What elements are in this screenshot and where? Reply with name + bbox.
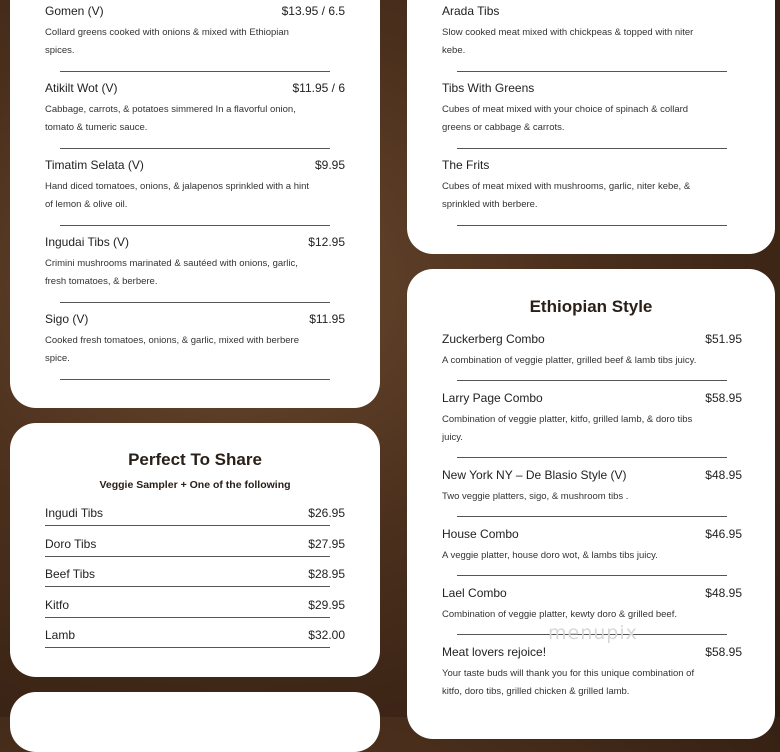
menu-item (442, 391, 742, 447)
section-subtitle: Veggie Sampler + One of the following (99, 479, 291, 491)
item-price: $58.95 (705, 391, 742, 405)
item-name: Sigo (V) (45, 312, 89, 326)
item-price: $48.95 (705, 468, 742, 482)
menu-item (45, 158, 345, 214)
share-item (45, 567, 345, 581)
menu-item (442, 468, 742, 506)
share-item (45, 628, 345, 642)
item-description: Slow cooked meat mixed with chickpeas & topped with niter kebe. (442, 27, 694, 56)
item-price: $29.95 (308, 598, 345, 612)
menu-item (442, 527, 742, 565)
item-price: $9.95 (314, 158, 345, 172)
divider (45, 617, 330, 618)
item-description: Cubes of meat mixed with mushrooms, garlic, niter kebe, & sprinkled with berbere. (442, 181, 691, 210)
item-description: Cubes of meat mixed with your choice of spinach & collard greens or cabbage & carrots. (442, 104, 689, 133)
share-item (45, 537, 345, 551)
item-name: Atikilt Wot (V) (45, 81, 118, 95)
item-name: Beef Tibs (45, 567, 96, 581)
item-description: Combination of veggie platter, kewty doro & grilled beef. (442, 609, 677, 620)
item-name: Timatim Selata (V) (45, 158, 144, 172)
item-price: $13.95 / 6.5 (281, 4, 345, 18)
divider (60, 302, 330, 303)
divider (45, 525, 330, 526)
item-description: Your taste buds will thank you for this unique combination of kitfo, doro tibs, grilled chicken & grilled lamb. (442, 668, 695, 697)
item-name: The Frits (442, 158, 490, 172)
divider (457, 516, 727, 517)
item-description: Combination of veggie platter, kitfo, grilled lamb, & doro tibs juicy. (442, 414, 693, 443)
divider (457, 575, 727, 576)
item-price: $26.95 (308, 506, 345, 520)
item-price: $11.95 / 6 (292, 81, 345, 95)
divider (60, 71, 330, 72)
item-name: Lamb (45, 628, 76, 642)
item-name: Meat lovers rejoice! (442, 645, 547, 659)
divider (45, 647, 330, 648)
menu-item (45, 81, 345, 137)
divider (60, 225, 330, 226)
share-menu-card (10, 423, 380, 677)
item-price: $46.95 (705, 527, 742, 541)
menu-item (45, 235, 345, 291)
menu-item (442, 586, 742, 624)
item-description: Cooked fresh tomatoes, onions, & garlic, mixed with berbere spice. (45, 335, 299, 364)
share-item (45, 506, 345, 520)
divider (457, 457, 727, 458)
item-price: $51.95 (705, 332, 742, 346)
item-name: Ingudai Tibs (V) (45, 235, 130, 249)
tibs-menu-card (407, 0, 775, 254)
menu-item (442, 4, 742, 60)
section-title: Ethiopian Style (529, 297, 653, 316)
item-price: $12.95 (308, 235, 345, 249)
item-name: Arada Tibs (442, 4, 500, 18)
divider (457, 225, 727, 226)
menu-item (442, 158, 742, 214)
divider (60, 148, 330, 149)
item-price: $11.95 (309, 312, 345, 326)
menu-item (442, 332, 742, 370)
ethiopian-style-card (407, 269, 775, 739)
divider (457, 148, 727, 149)
item-name: Gomen (V) (45, 4, 104, 18)
menu-item (45, 312, 345, 368)
item-price: $32.00 (308, 628, 345, 642)
menu-item (45, 4, 345, 60)
item-description: Cabbage, carrots, & potatoes simmered In a flavorful onion, tomato & tumeric sauce. (45, 104, 296, 133)
item-description: A combination of veggie platter, grilled beef & lamb tibs juicy. (442, 355, 697, 366)
item-name: Larry Page Combo (442, 391, 543, 405)
divider (60, 379, 330, 380)
item-price: $27.95 (308, 537, 345, 551)
item-name: Zuckerberg Combo (442, 332, 545, 346)
item-name: Tibs With Greens (442, 81, 535, 95)
item-name: Doro Tibs (45, 537, 97, 551)
divider (45, 556, 330, 557)
item-name: House Combo (442, 527, 519, 541)
divider (457, 71, 727, 72)
menu-item (442, 81, 742, 137)
menu-item (442, 645, 742, 701)
item-name: Kitfo (45, 598, 70, 612)
section-title: Perfect To Share (128, 450, 262, 469)
divider (457, 380, 727, 381)
item-description: Two veggie platters, sigo, & mushroom tibs . (442, 491, 629, 502)
item-name: Ingudi Tibs (45, 506, 104, 520)
veggie-menu-card (10, 0, 380, 408)
divider (45, 586, 330, 587)
item-description: Crimini mushrooms marinated & sautéed with onions, garlic, fresh tomatoes, & berbere. (45, 258, 298, 287)
next-menu-card (10, 692, 380, 752)
item-description: A veggie platter, house doro wot, & lambs tibs juicy. (442, 550, 658, 561)
item-price: $28.95 (308, 567, 345, 581)
item-price: $48.95 (705, 586, 742, 600)
item-description: Hand diced tomatoes, onions, & jalapenos sprinkled with a hint of lemon & olive oil. (45, 181, 310, 210)
item-name: New York NY – De Blasio Style (V) (442, 468, 627, 482)
watermark: menupix (548, 622, 638, 644)
share-item (45, 598, 345, 612)
item-description: Collard greens cooked with onions & mixed with Ethiopian spices. (45, 27, 289, 56)
item-name: Lael Combo (442, 586, 507, 600)
item-price: $58.95 (705, 645, 742, 659)
